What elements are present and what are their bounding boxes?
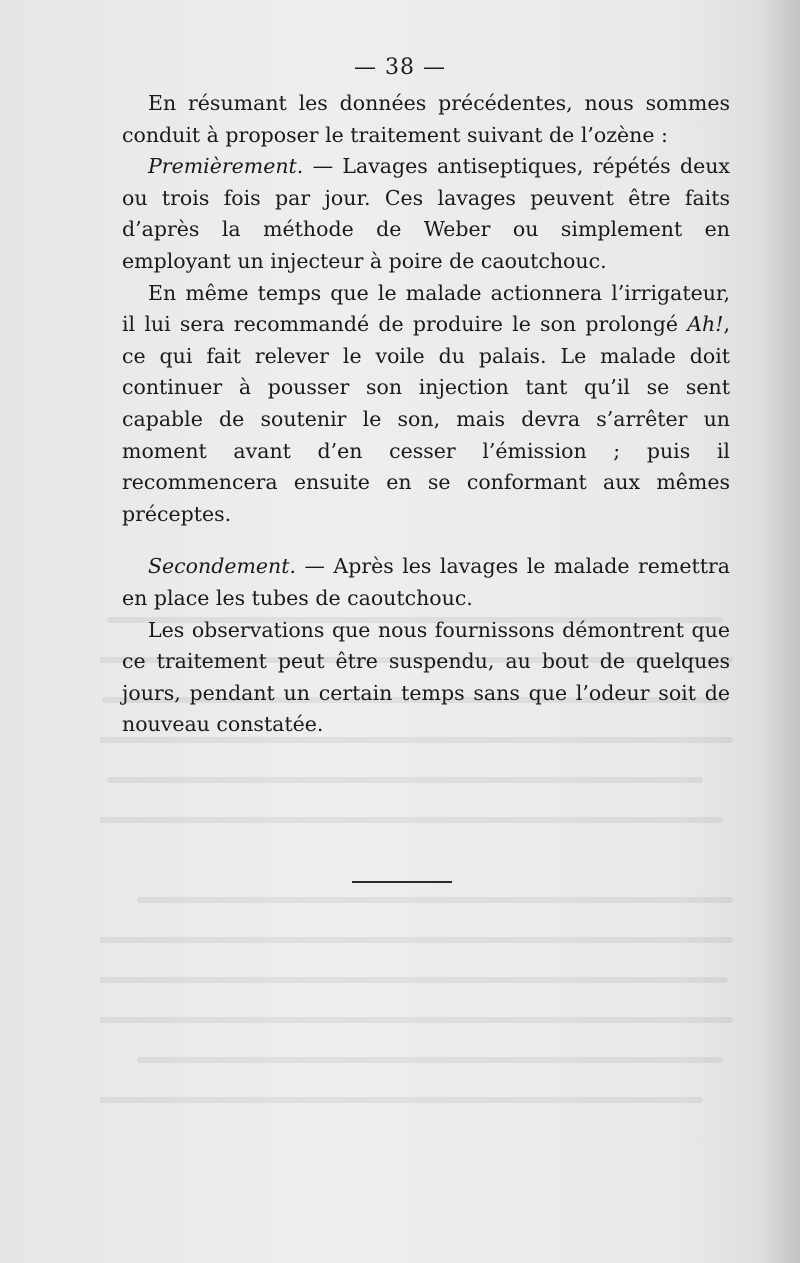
paragraph-text: En résumant les données précédentes, nous sommes conduit à proposer le traitement suivant de l’ozène : (122, 91, 730, 147)
paragraph-text: — Lavages antiseptiques, répétés deux ou trois fois par jour. Ces lavages peuvent être faits d’après la méthode de Weber ou simplement en employant un injecteur à poire de caoutchouc. (122, 154, 730, 273)
paragraph-text: Les observations que nous fournissons démontrent que ce traitement peut être suspendu, au bout de quelques jours, pendant un certain temps sans que l’odeur soit de nouveau constatée. (122, 617, 730, 737)
paragraph-second-step (122, 551, 730, 614)
paragraph-text: — Après les lavages le malade remettra en place les tubes de caoutchouc. (122, 554, 730, 610)
paragraph-first-step (122, 151, 730, 277)
page-number: — 38 — (354, 55, 446, 80)
paragraph-observations (122, 615, 730, 741)
paragraph-emphasis: Ah! (687, 312, 724, 337)
paragraph-text-after: , ce qui fait relever le voile du palais. Le malade doit continuer à pousser son injection tant qu’il se sent capable de soutenir le son, mais devra s’arrêter un moment avant d’en cesser l’émission ; puis il recommencera ensuite en se conformant aux mêmes préceptes. (122, 312, 730, 526)
paragraph-irrigator (122, 278, 730, 531)
paragraph-label: Premièrement. (148, 154, 304, 179)
paragraph-summary (122, 88, 730, 151)
paragraph-label: Secondement. (148, 554, 296, 579)
paragraph-text-before: En même temps que le malade actionnera l’irrigateur, il lui sera recommandé de produire le son prolongé (122, 280, 730, 337)
section-end-rule (352, 881, 452, 883)
body-text (122, 88, 730, 741)
